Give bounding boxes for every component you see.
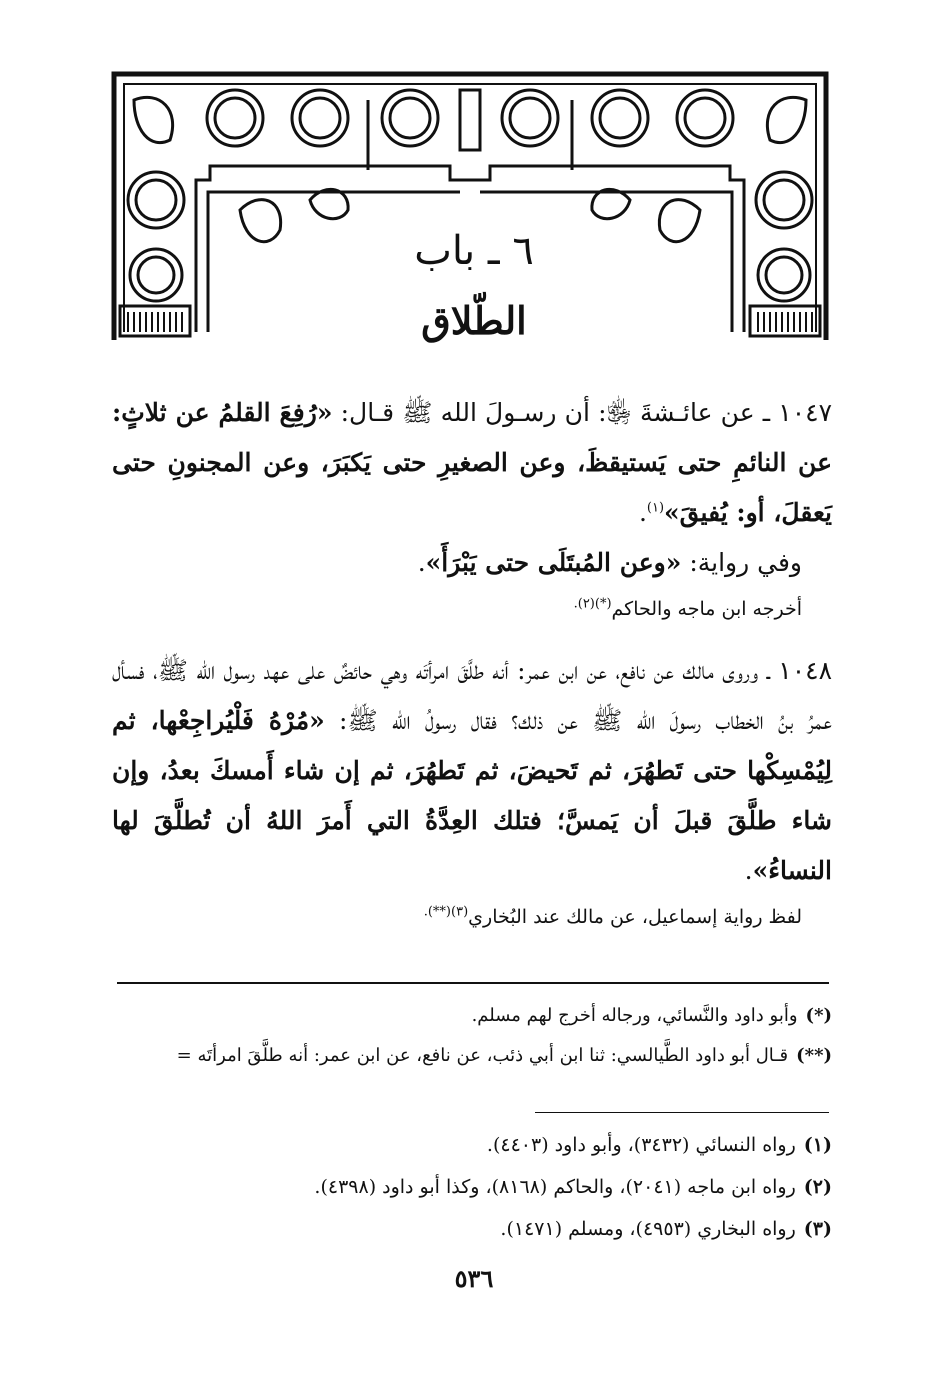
footnotes [112,1124,832,1250]
riwaya-quote: «وعن المُبتَلَى حتى يَبْرَأَ» [425,548,682,577]
footnotes-divider [535,1112,829,1113]
footnote-row [112,1166,832,1208]
note-row [112,996,832,1036]
footnote-mark: (١) [803,1134,832,1156]
note-text: قـال أبو داود الطَّيالسي: ثنا ابن أبي ذئب، عن نافع، عن ابن عمر: أنه طلَّقَ امرأتَه = [176,1045,789,1066]
footnote-row [112,1124,832,1166]
editor-notes [112,996,832,1076]
note-text: وأبو داود والنَّسائي، ورجاله أخرج لهم مسلم. [471,1005,798,1026]
riwaya-intro: وفي رواية: [689,548,802,577]
footnote-mark: (٣) [803,1218,832,1240]
hadith-source [112,592,832,626]
hadith-paragraph [112,646,832,896]
hadith-end: . [638,498,647,527]
footnote-text: رواه ابن ماجه (٢٠٤١)، والحاكم (٨١٦٨)، وكذا أبو داود (٤٣٩٨). [314,1176,796,1198]
note-mark: (**) [796,1045,832,1066]
source-text: أخرجه ابن ماجه والحاكم [611,598,802,620]
hadith-number: ١٠٤٨ [778,656,833,685]
notes-divider [117,982,829,984]
hadith-paragraph [112,388,832,538]
hadith-source [112,900,832,934]
footnote-ref: (١) [646,500,665,516]
source-text: لفظ رواية إسماعيل، عن مالك عند البُخاري [468,906,802,928]
source-ref: (٣)(**). [423,904,469,920]
note-row [112,1036,832,1076]
chapter-number: ٦ ـ باب [414,228,534,274]
hadith-quote: «مُرْهُ فَلْيُراجِعْها، ثم لِيُمْسِكْها حتى تَطهُرَ، ثم تَحيضَ، ثم تَطهُرَ، ثم إن شاء أَمسكَ بعدُ، وإن شاء طلَّقَ قبلَ أن يَمسَّ؛ فتلك العِدَّةُ التي أَمرَ اللهُ أن تُطلَّقَ لها النساءُ» [112,706,832,885]
riwaya-line [112,538,832,588]
hadith-quote: «رُفِعَ القلمُ عن ثلاثٍ: عن النائمِ حتى يَستيقظَ، وعن الصغيرِ حتى يَكبَرَ، وعن المجنونِ حتى يَعقلَ، أو: يُفيقَ» [112,398,832,527]
hadith-intro: ـ عن عائـشةَ ﵂: أن رسـولَ الله ﷺ قـال: [340,398,771,427]
hadith-1048 [112,646,832,934]
hadith-end: . [744,856,753,885]
page-number: ٥٣٦ [454,1264,494,1293]
footnote-text: رواه البخاري (٤٩٥٣)، ومسلم (١٤٧١). [500,1218,796,1240]
note-mark: (*) [805,1005,832,1026]
riwaya-end: . [417,548,426,577]
footnote-mark: (٢) [803,1176,832,1198]
source-ref: (*)(٢). [573,596,612,612]
chapter-title: الطّلاق [421,298,527,343]
footnote-text: رواه النسائي (٣٤٣٢)، وأبو داود (٤٤٠٣). [486,1134,796,1156]
main-text [112,388,832,934]
hadith-1047 [112,388,832,626]
hadith-number: ١٠٤٧ [778,398,832,427]
hadith-intro: ـ وروى مالك عن نافع، عن ابن عمر: أنه طلَّقَ امرأتَه وهي حائضٌ على عهد رسول الله ﷺ، فسأل عمرُ بنُ الخطاب رسولَ الله ﷺ عن ذلك؟ فقال رسولُ الله ﷺ: [112,656,832,735]
footnote-row [112,1208,832,1250]
